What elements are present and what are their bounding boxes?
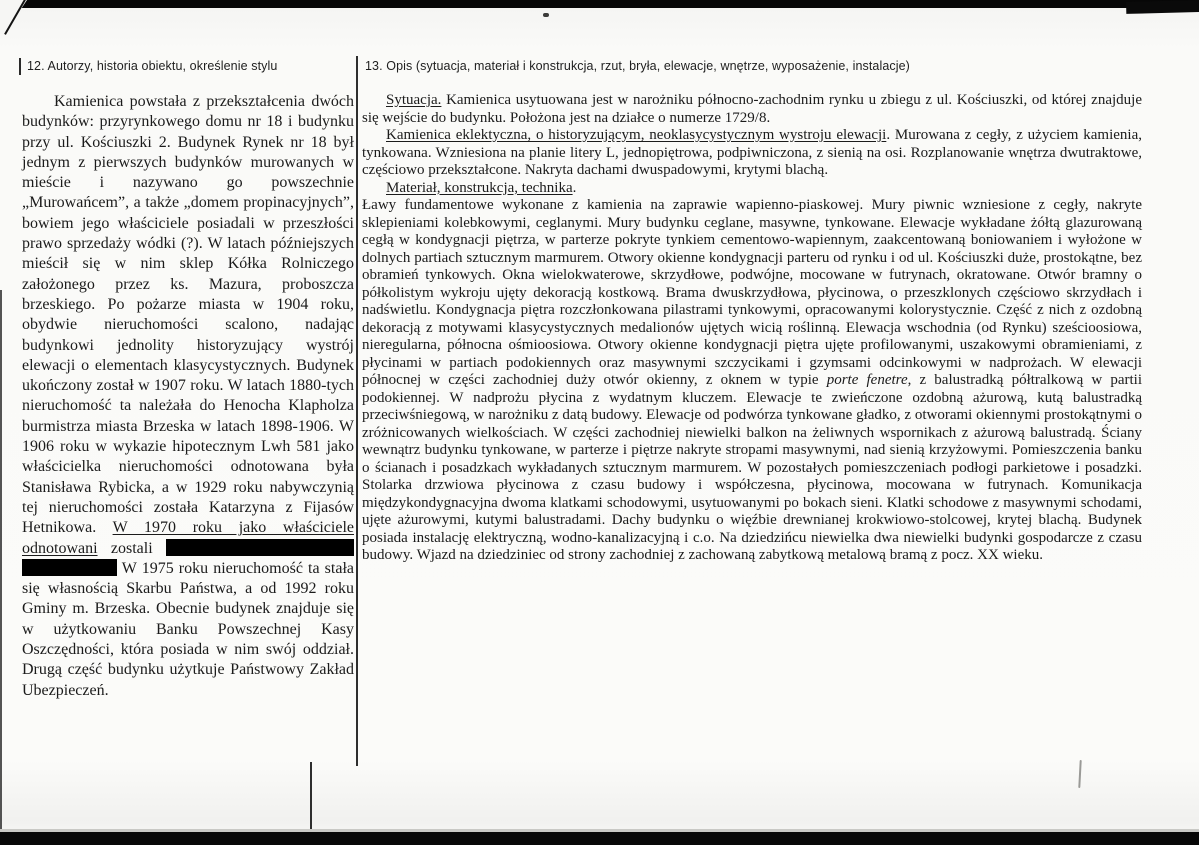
field-13-label: 13. Opis (sytuacja, materiał i konstrukcja, rzut, bryła, elewacje, wnętrze, wyposażenie, instalacje) (365, 59, 910, 73)
description-paragraph-styl (362, 127, 1142, 180)
description-paragraph-material (362, 197, 1142, 565)
scan-edge-bottom (0, 832, 1199, 845)
text-segment: Sytuacja. (386, 92, 442, 108)
text-segment: W 1970 roku jako właściciele odnotowani (22, 519, 354, 557)
redaction-box (22, 559, 117, 576)
text-segment: zostali (97, 539, 166, 557)
text-segment: Kamienica usytuowana jest w narożniku północno-zachodnim rynku u zbiegu z ul. Kościuszki, od której znajduje się wejście do budynku. Położona jest na działce o numerze 1729/8. (362, 92, 1142, 126)
scan-smudge-top-right (1126, 0, 1199, 14)
description-paragraph-sytuacja (362, 92, 1142, 127)
text-segment: Ławy fundamentowe wykonane z kamienia na zaprawie wapienno-piaskowej. Mury piwnic wzniesione z cegły, nakryte sklepieniami kolebkowymi, ceglanymi. Mury budynku ceglane, masywne, tynkowane. Elewacje wykładane żółtą glazurowaną cegłą w kondygnacji piętrza, w parterze pokryte tynkiem cementowo-wapiennym, zaakcentowaną boniowaniem i wyłożone w dolnych partiach sztucznym marmurem. Otwory okienne kondygnacji parteru od rynku i od ul. Kościuszki duże, prostokątne, bez obramień tynkowych. Okna wielokwaterowe, skrzydłowe, podwójne, mocowane w futrynach, okratowane. Otwór bramny o półkolistym wykroju ujęty dekoracją kostkową. Brama dwuskrzydłowa, płycinowa, o przeszklonych częściowo skrzydłach i nadświetlu. Kondygnacja piętra rozczłonkowana pilastrami tynkowymi, opracowanymi kolorystycznie. Część z nich z ozdobną dekoracją z motywami klasycystycznych medalionów ujętych wicią roślinną. Elewacja wschodnia (od Rynku) sześcioosiowa, nieregularna, północna ośmioosiowa. Otwory okienne kondygnacji piętra ujęte profilowanymi, uszakowymi obramieniami, z płycinami w partiach podokiennych oraz masywnymi szczycikami i gzymsami odcinkowymi w nadprożach. W elewacji północnej w części zachodniej duży otwór okienny, z oknem w typie (362, 197, 1142, 388)
scan-speck (543, 13, 549, 17)
text-segment: . Murowana z cegły, z użyciem kamienia, tynkowana. Wzniesiona na planie litery L, jednopiętrowa, podpiwniczona, z sienią na osi. Rozplanowanie wnętrza dwutraktowe, częściowo przekształcone. Nakryta dachami dwuspadowymi, krytymi blachą. (362, 127, 1142, 178)
text-segment: Kamienica powstała z przekształcenia dwóch budynków: przyrynkowego domu nr 18 i budynku przy ul. Kościuszki 2. Budynek Rynek nr 18 był jednym z pierwszych budynków murowanych w mieście i nazywano go powszechnie „Murowańcem”, a także „domem propinacyjnych”, bowiem jego właściciele posiadali w przeszłości prawo sprzedaży wódki (?). W latach późniejszych mieścił się w nim sklep Kółka Rolniczego założonego przez ks. Mazura, proboszcza brzeskiego. Po pożarze miasta w 1904 roku, obydwie nieruchomości scalono, nadając budynkowi jednolity historyzujący wystrój elewacji o elementach klasycystycznych. Budynek ukończony został w 1907 roku. W latach 1880-tych nieruchomość ta należała do Henocha Klapholza burmistrza miasta Brzeska w latach 1898-1906. W 1906 roku w wykazie hipotecznym Lwh 581 jako właścicielka nieruchomości odnotowana była Stanisława Rybicka, a w 1929 roku nabywczynią tej nieruchomości została Katarzyna z Fijasów Hetnikowa. (22, 93, 354, 537)
field-12-label: 12. Autorzy, historia obiektu, określenie stylu (27, 59, 278, 73)
scan-edge-top (0, 0, 1199, 8)
form-cell-border-left (19, 58, 21, 75)
scan-scratch (1078, 760, 1081, 788)
description-heading-material (362, 180, 1142, 198)
text-segment: , z balustradką półtralkową w partii podokiennej. W nadprożu płycina z wydatnym kluczem. Elewacje te zwieńczone ozdobną ażurową, kutą balustradką przeciwśniegową, w narożniku z datą budowy. Elewacje od podwórza tynkowane gładko, z otworami okiennymi prostokątnymi o zróżnicowanych wielkościach. W części zachodniej niewielki balkon na żeliwnych wspornikach z ażurową balustradą. Ściany wewnątrz budynku tynkowane, w parterze i piętrze nakryte stropami masywnymi, nad sienią krzyżowymi. Pomieszczenia banku o ścianach i posadzkach wykładanych sztucznym marmurem. W pozostałych pomieszczeniach podłogi parkietowe i posadzki. Stolarka drzwiowa płycinowa z czasu budowy i współczesna, płycinowa, mocowana w futrynach. Komunikacja międzykondygnacyjna dwoma klatkami schodowymi, usytuowanymi po bokach sieni. Klatki schodowe z masywnymi schodami, ujęte ażurowymi, kutymi balustradami. Dachy budynku o więźbie drewnianej krokwiowo-stolcowej, krytej blachą. Budynek posiada instalację elektryczną, wodno-kanalizacyjną i c.o. Na dziedzińcu niewielka dwa niewielki budynki gospodarcze z czasu budowy. Wjazd na dziedziniec od strony zachodniej z zachowaną zabytkową metalową bramą z pocz. XX wieku. (362, 372, 1142, 563)
scan-edge-left (0, 290, 2, 832)
redaction-box (166, 539, 354, 556)
text-segment: Kamienica eklektyczna, o historyzującym, neoklasycystycznym wystroju elewacji (386, 127, 887, 143)
text-segment: porte fenetre (826, 372, 908, 388)
history-column (22, 92, 354, 701)
description-column (362, 92, 1142, 565)
form-cell-border-bottom (310, 762, 312, 832)
history-paragraph (22, 92, 354, 701)
text-segment: W 1975 roku nieruchomość ta stała się własnością Skarbu Państwa, a od 1992 roku Gminy m. Brzeska. Obecnie budynek znajduje się w użytkowaniu Banku Powszechnej Kasy Oszczędności, która posiada w nim swój oddział. Drugą część budynku użytkuje Państwowy Zakład Ubezpieczeń. (22, 559, 354, 699)
column-divider (356, 56, 358, 766)
text-segment: Materiał, konstrukcja, technika (386, 179, 573, 196)
text-segment: . (572, 179, 577, 196)
